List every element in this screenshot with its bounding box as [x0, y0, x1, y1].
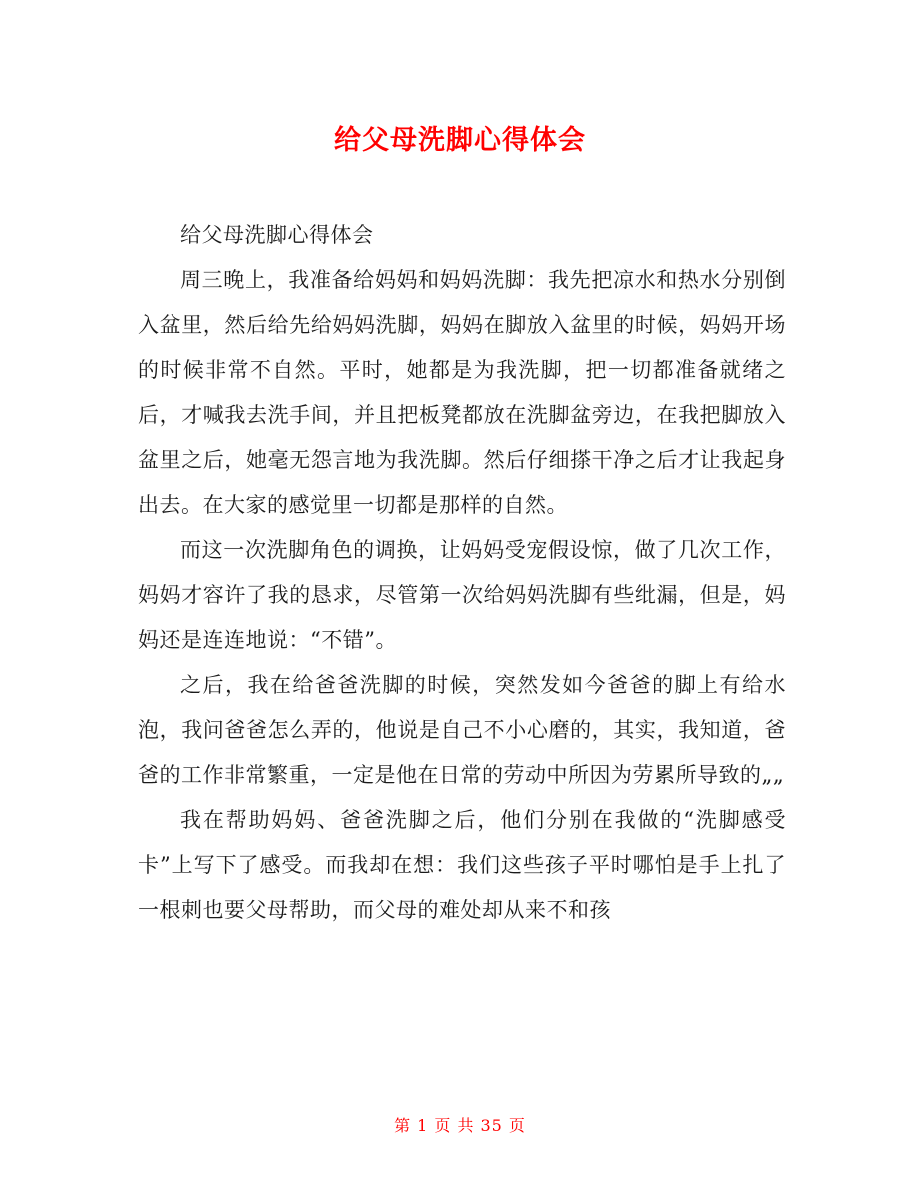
footer-mid: 页 共	[434, 1116, 475, 1135]
footer-prefix: 第	[394, 1116, 412, 1135]
page-footer	[0, 1113, 920, 1136]
paragraph-heading: 给父母洗脚心得体会	[180, 223, 374, 247]
paragraph: 我在帮助妈妈、爸爸洗脚之后，他们分别在我做的“洗脚感受卡”上写下了感受。而我却在想：我们这些孩子平时哪怕是手上扎了一根刺也要父母帮助，而父母的难处却从来不和孩	[138, 808, 786, 922]
footer-suffix: 页	[508, 1116, 526, 1135]
paragraph: 之后，我在给爸爸洗脚的时候，突然发如今爸爸的脚上有给水泡，我问爸爸怎么弄的，他说是自己不小心磨的，其实，我知道，爸爸的工作非常繁重，一定是他在日常的劳动中所因为劳累所导致的„„	[138, 673, 786, 787]
total-pages: 35	[480, 1116, 503, 1135]
paragraph: 而这一次洗脚角色的调换，让妈妈受宠假设惊，做了几次工作，妈妈才容许了我的恳求，尽管第一次给妈妈洗脚有些纰漏，但是，妈妈还是连连地说：“不错”。	[138, 538, 786, 652]
paragraph: 周三晚上，我准备给妈妈和妈妈洗脚：我先把凉水和热水分别倒入盆里，然后给先给妈妈洗脚，妈妈在脚放入盆里的时候，妈妈开场的时候非常不自然。平时，她都是为我洗脚，把一切都准备就绪之后，才喊我去洗手间，并且把板凳都放在洗脚盆旁边，在我把脚放入盆里之后，她毫无怨言地为我洗脚。然后仔细搽干净之后才让我起身出去。在大家的感觉里一切都是那样的自然。	[138, 268, 786, 517]
document-title: 给父母洗脚心得体会	[334, 125, 586, 156]
page-number: 1	[417, 1116, 429, 1135]
document-body	[138, 213, 786, 933]
